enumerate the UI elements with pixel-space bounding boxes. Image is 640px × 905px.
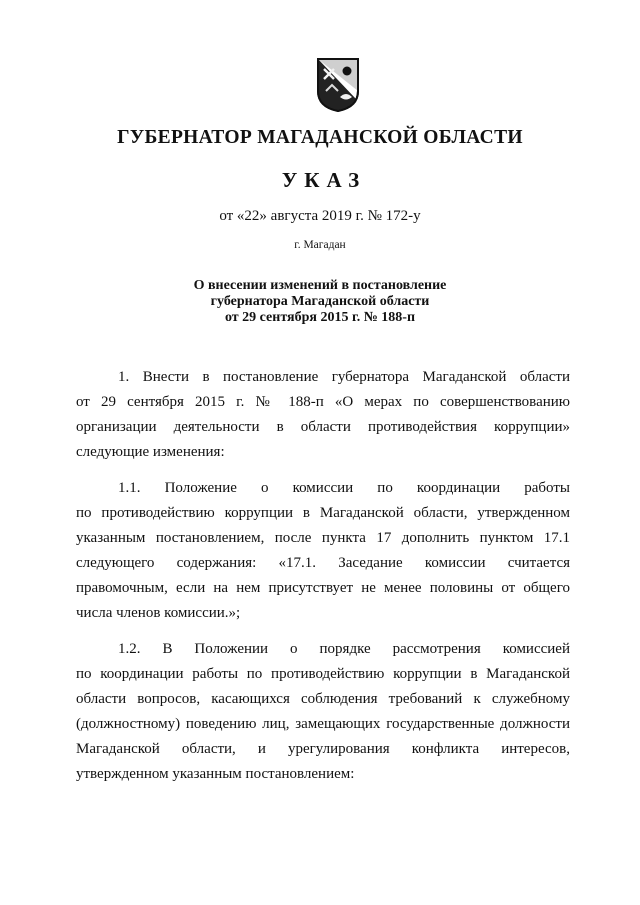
paragraph-1-2 [76, 637, 570, 787]
paragraph-line: 1.1. Положение о комиссии по координации работы [118, 480, 570, 496]
paragraph-line: (должностному) поведению лиц, замещающих государственные должности [76, 716, 570, 732]
subject-line: от 29 сентября 2015 г. № 188-п [224, 310, 416, 325]
document-body [76, 365, 570, 787]
paragraph-1 [76, 365, 570, 465]
document-date-number: от «22» августа 2019 г. № 172-у [219, 208, 421, 224]
document-organization-title: ГУБЕРНАТОР МАГАДАНСКОЙ ОБЛАСТИ [117, 127, 523, 148]
paragraph-line: правомочным, если на нем присутствует не менее половины от общего [76, 580, 570, 596]
paragraph-line: указанным постановлением, после пункта 17 дополнить пунктом 17.1 [76, 530, 570, 546]
paragraph-line: 1. Внести в постановление губернатора Магаданской области [118, 369, 570, 385]
document-city: г. Магадан [294, 239, 346, 251]
document-subject [0, 278, 640, 326]
paragraph-1-1 [76, 476, 570, 626]
paragraph-line: 1.2. В Положении о порядке рассмотрения комиссией [118, 641, 570, 657]
paragraph-line: организации деятельности в области противодействия коррупции» [76, 419, 570, 435]
paragraph-line: от 29 сентября 2015 г. № 188-п «О мерах по совершенствованию [76, 394, 570, 410]
magadan-coat-of-arms-icon [316, 57, 360, 113]
paragraph-line: следующие изменения: [76, 444, 225, 460]
subject-line: губернатора Магаданской области [210, 294, 430, 309]
paragraph-line: утвержденном указанным постановлением: [76, 766, 355, 782]
document-type-title: УКАЗ [281, 168, 367, 192]
paragraph-line: области вопросов, касающихся соблюдения требований к служебному [76, 691, 570, 707]
paragraph-line: по координации работы по противодействию коррупции в Магаданской [76, 666, 570, 682]
paragraph-line: по противодействию коррупции в Магаданской области, утвержденном [76, 505, 570, 521]
paragraph-line: числа членов комиссии.»; [76, 605, 241, 621]
paragraph-line: следующего содержания: «17.1. Заседание комиссии считается [76, 555, 570, 571]
subject-line: О внесении изменений в постановление [193, 278, 447, 293]
paragraph-line: Магаданской области, и урегулирования конфликта интересов, [76, 741, 570, 757]
